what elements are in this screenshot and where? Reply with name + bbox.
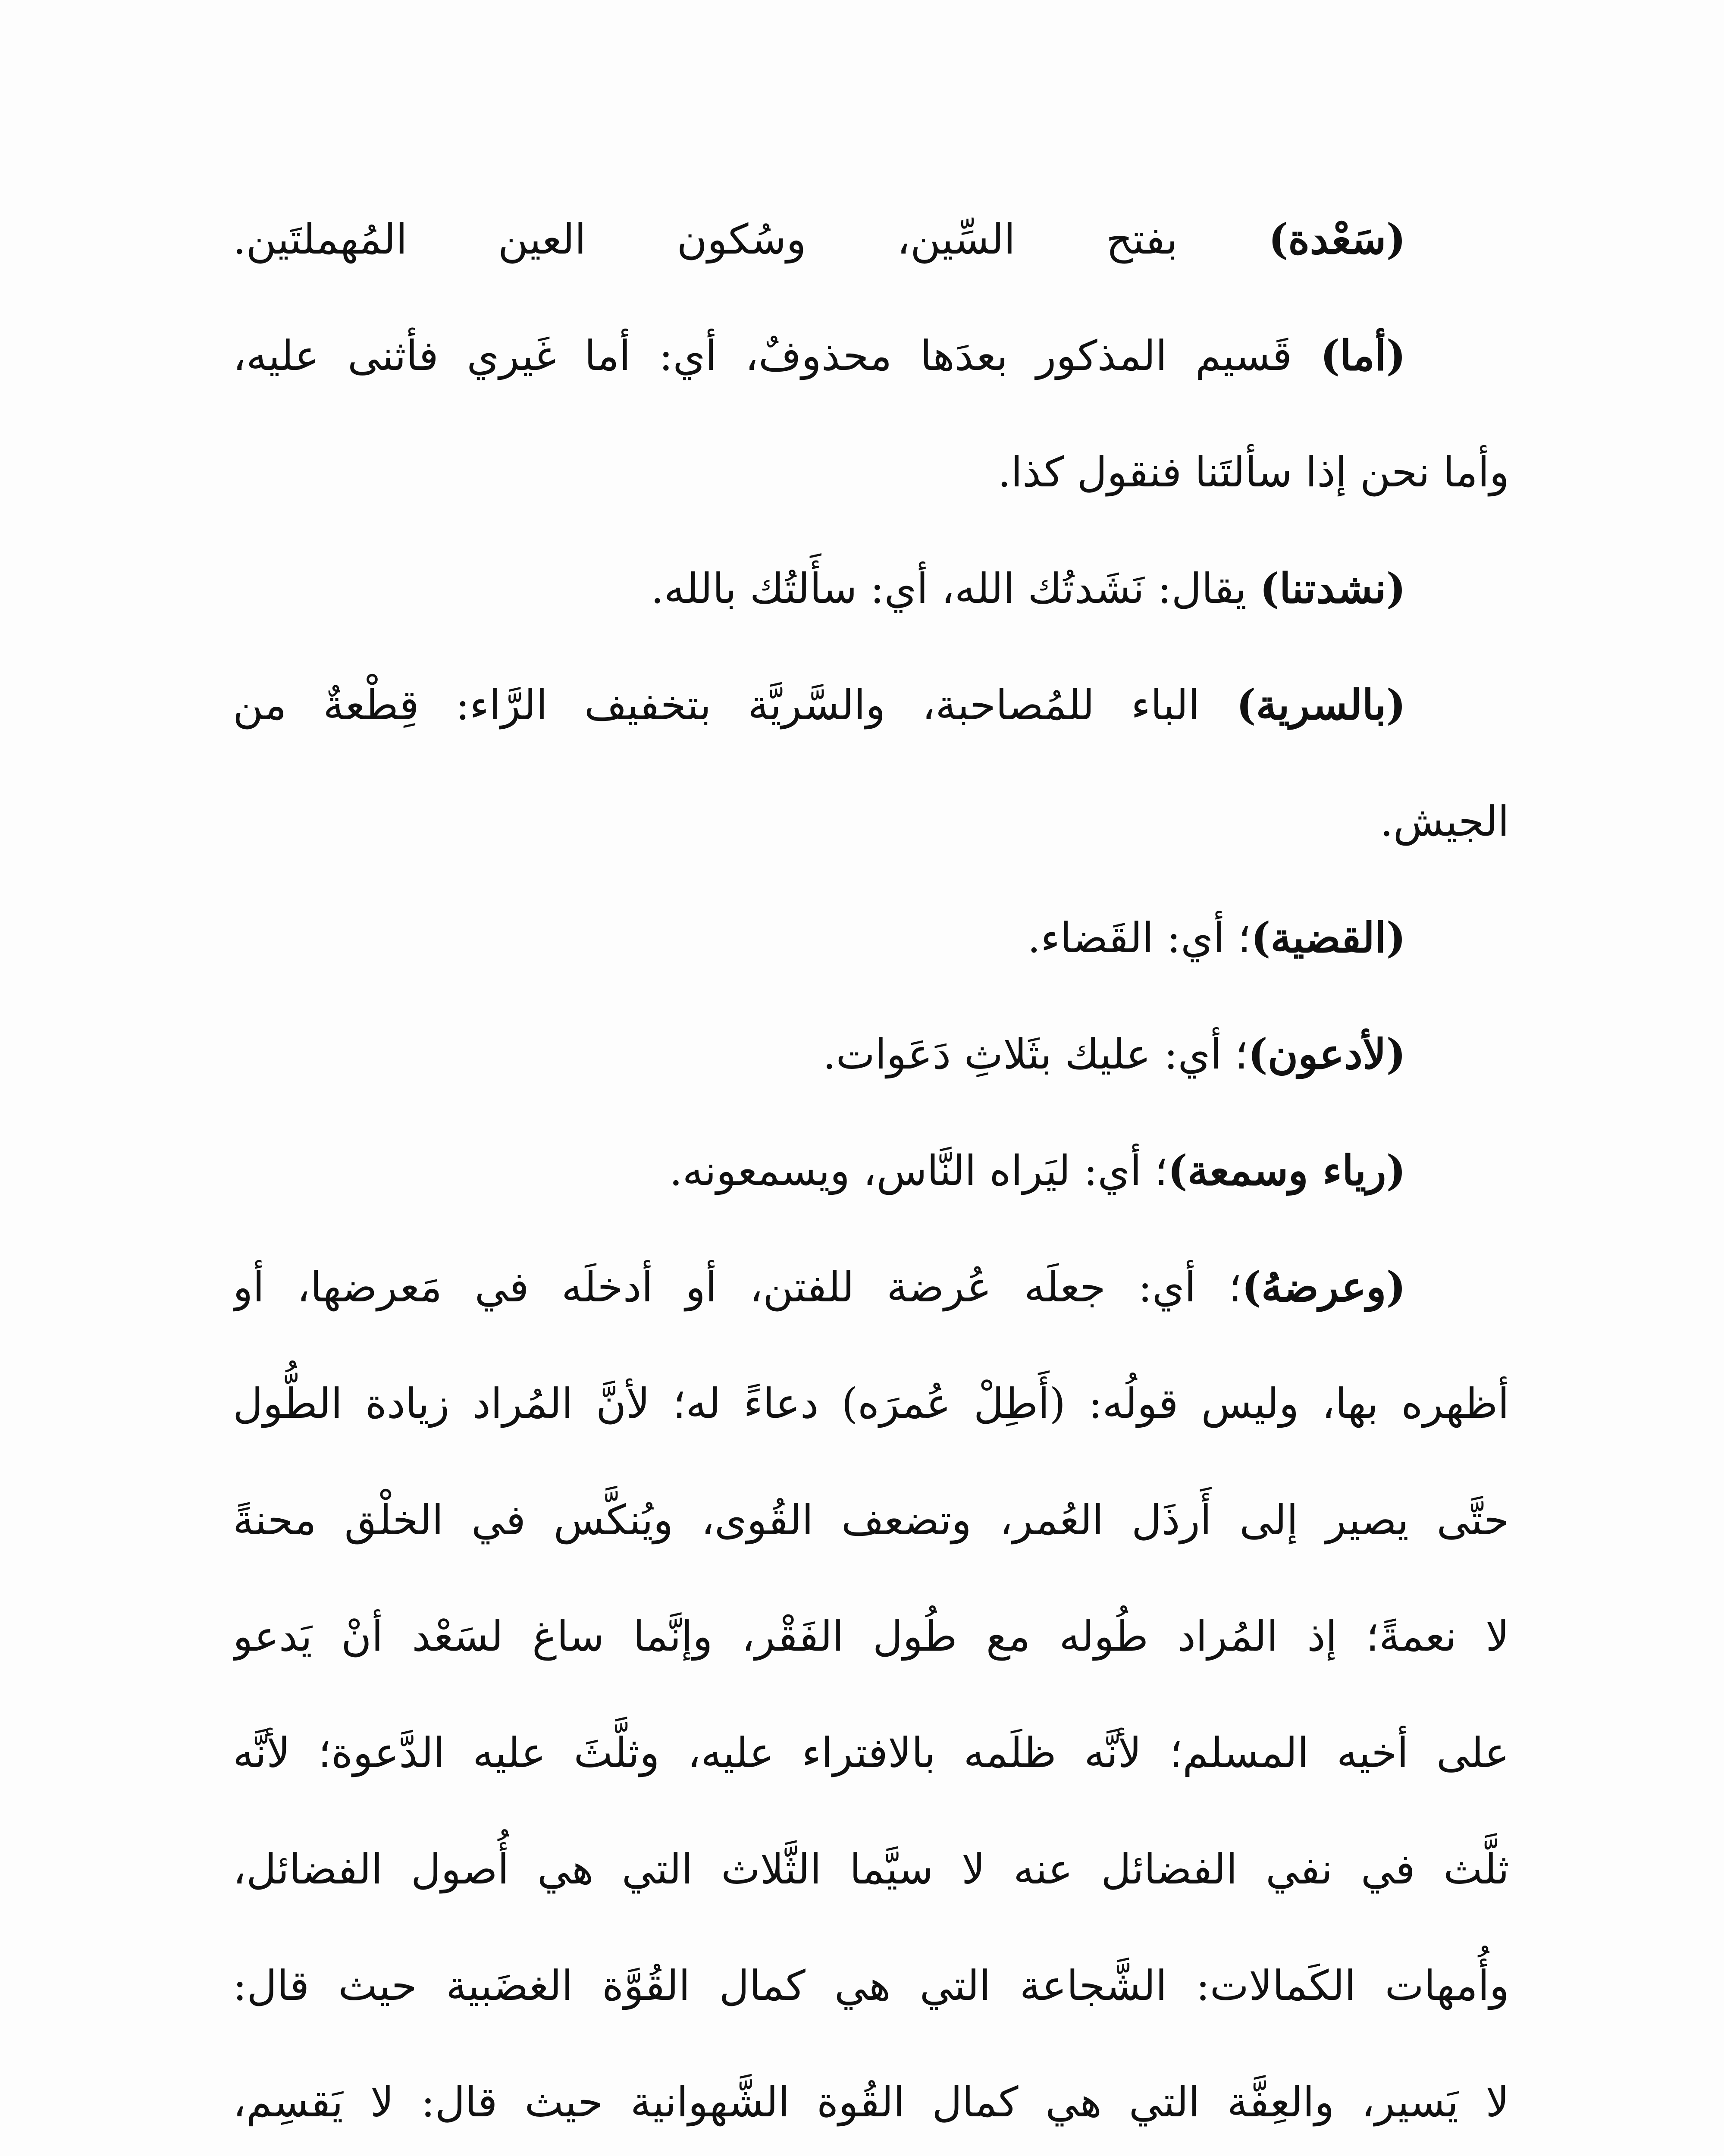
text-line-5 [233, 647, 1509, 763]
text-line-1 [233, 181, 1509, 298]
text-line-13 [233, 1578, 1509, 1695]
line-text: بفتح السِّين، وسُكون العين المُهملتَين. [233, 215, 1269, 263]
text-line-4 [233, 530, 1509, 647]
text-line-9 [233, 1112, 1509, 1229]
text-line-14 [233, 1695, 1509, 1811]
line-text: ثلَّث في نفي الفضائل عنه لا سيَّما الثَّلاث التي هي أُصول الفضائل، [233, 1845, 1509, 1893]
text-line-2 [233, 298, 1509, 414]
text-line-16 [233, 1927, 1509, 2044]
line-text: وأُمهات الكَمالات: الشَّجاعة التي هي كمال القُوَّة الغضَبية حيث قال: [233, 1962, 1509, 2010]
line-text: وأما نحن إذا سألتَنا فنقول كذا. [997, 448, 1509, 496]
lemma: (نشدتنا) [1260, 564, 1406, 613]
text-line-12 [233, 1462, 1509, 1578]
text-line-17 [233, 2044, 1509, 2156]
line-text: الجيش. [1380, 797, 1509, 846]
line-text: ؛ أي: القَضاء. [1027, 914, 1251, 962]
text-line-7 [233, 880, 1509, 996]
line-text: ؛ أي: جعلَه عُرضة للفتن، أو أدخلَه في مَعرضها، أو [233, 1263, 1242, 1311]
lemma: (رياء وسمعة) [1168, 1146, 1406, 1195]
lemma: (القضية) [1251, 913, 1406, 962]
line-text: الباء للمُصاحبة، والسَّريَّة بتخفيف الرَّاء: قِطْعةٌ من [233, 681, 1237, 729]
lemma: (بالسرية) [1236, 680, 1406, 729]
lemma: (وعرضهُ) [1241, 1263, 1406, 1311]
line-text: يقال: نَشَدتُك الله، أي: سأَلتُك بالله. [651, 564, 1260, 613]
text-line-11 [233, 1345, 1509, 1462]
commentary-text [233, 181, 1509, 2156]
text-line-15 [233, 1811, 1509, 1927]
line-text: أظهره بها، وليس قولُه: (أَطِلْ عُمرَه) دعاءً له؛ لأنَّ المُراد زيادة الطُّول [233, 1379, 1509, 1428]
text-line-6 [233, 763, 1509, 880]
text-line-10 [233, 1229, 1509, 1345]
line-text: قَسيم المذكور بعدَها محذوفٌ، أي: أما غَيري فأثنى عليه، [233, 332, 1320, 380]
line-text: لا يَسير، والعِفَّة التي هي كمال القُوة الشَّهوانية حيث قال: لا يَقسِم، [233, 2078, 1509, 2126]
text-line-8 [233, 996, 1509, 1112]
lemma: (لأدعون) [1248, 1030, 1406, 1078]
line-text: على أخيه المسلم؛ لأنَّه ظلَمه بالافتراء عليه، وثلَّثَ عليه الدَّعوة؛ لأنَّه [233, 1729, 1509, 1777]
line-text: ؛ أي: عليك بثَلاثِ دَعَوات. [823, 1030, 1248, 1078]
lemma: (أما) [1320, 331, 1406, 380]
text-line-3 [233, 414, 1509, 530]
lemma: (سَعْدة) [1268, 215, 1406, 263]
line-text: ؛ أي: ليَراه النَّاس، ويسمعونه. [669, 1147, 1168, 1195]
line-text: حتَّى يصير إلى أَرذَل العُمر، وتضعف القُوى، ويُنكَّس في الخلْق محنةً [233, 1496, 1509, 1544]
line-text: لا نعمةً؛ إذ المُراد طُوله مع طُول الفَقْر، وإنَّما ساغ لسَعْد أنْ يَدعو [233, 1612, 1509, 1661]
